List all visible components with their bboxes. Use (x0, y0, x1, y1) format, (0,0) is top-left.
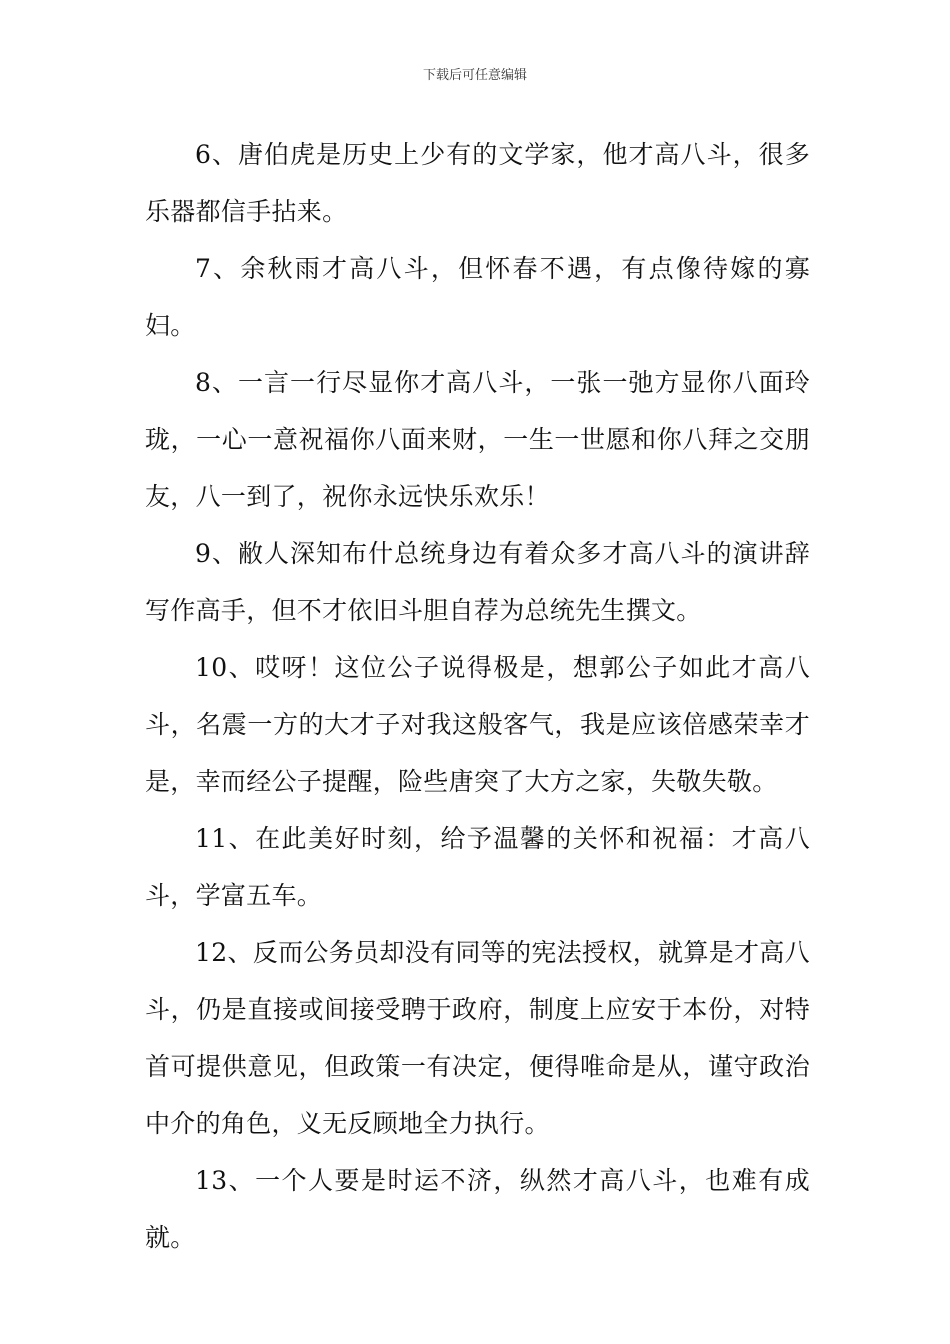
paragraph-12: 12、反而公务员却没有同等的宪法授权，就算是才高八斗，仍是直接或间接受聘于政府，制度上应安于本份，对特首可提供意见，但政策一有决定，便得唯命是从，谨守政治中介的角色，义无反顾地全力执行。 (145, 938, 810, 1138)
paragraph-10: 10、哎呀！这位公子说得极是，想郭公子如此才高八斗，名震一方的大才子对我这般客气，我是应该倍感荣幸才是，幸而经公子提醒，险些唐突了大方之家，失敬失敬。 (145, 653, 810, 796)
paragraph-8: 8、一言一行尽显你才高八斗，一张一弛方显你八面玲珑，一心一意祝福你八面来财，一生一世愿和你八拜之交朋友，八一到了，祝你永远快乐欢乐！ (145, 368, 810, 511)
paragraph-7: 7、余秋雨才高八斗，但怀春不遇，有点像待嫁的寡妇。 (145, 254, 810, 340)
page-header: 下载后可任意编辑 (422, 68, 527, 83)
paragraph-6: 6、唐伯虎是历史上少有的文学家，他才高八斗，很多乐器都信手拈来。 (145, 140, 810, 226)
paragraph-11: 11、在此美好时刻，给予温馨的关怀和祝福：才高八斗，学富五车。 (145, 824, 810, 910)
document-body (145, 126, 810, 1266)
paragraph-13: 13、一个人要是时运不济，纵然才高八斗，也难有成就。 (145, 1166, 810, 1252)
paragraph-9: 9、敝人深知布什总统身边有着众多才高八斗的演讲辞写作高手，但不才依旧斗胆自荐为总统先生撰文。 (145, 539, 810, 625)
